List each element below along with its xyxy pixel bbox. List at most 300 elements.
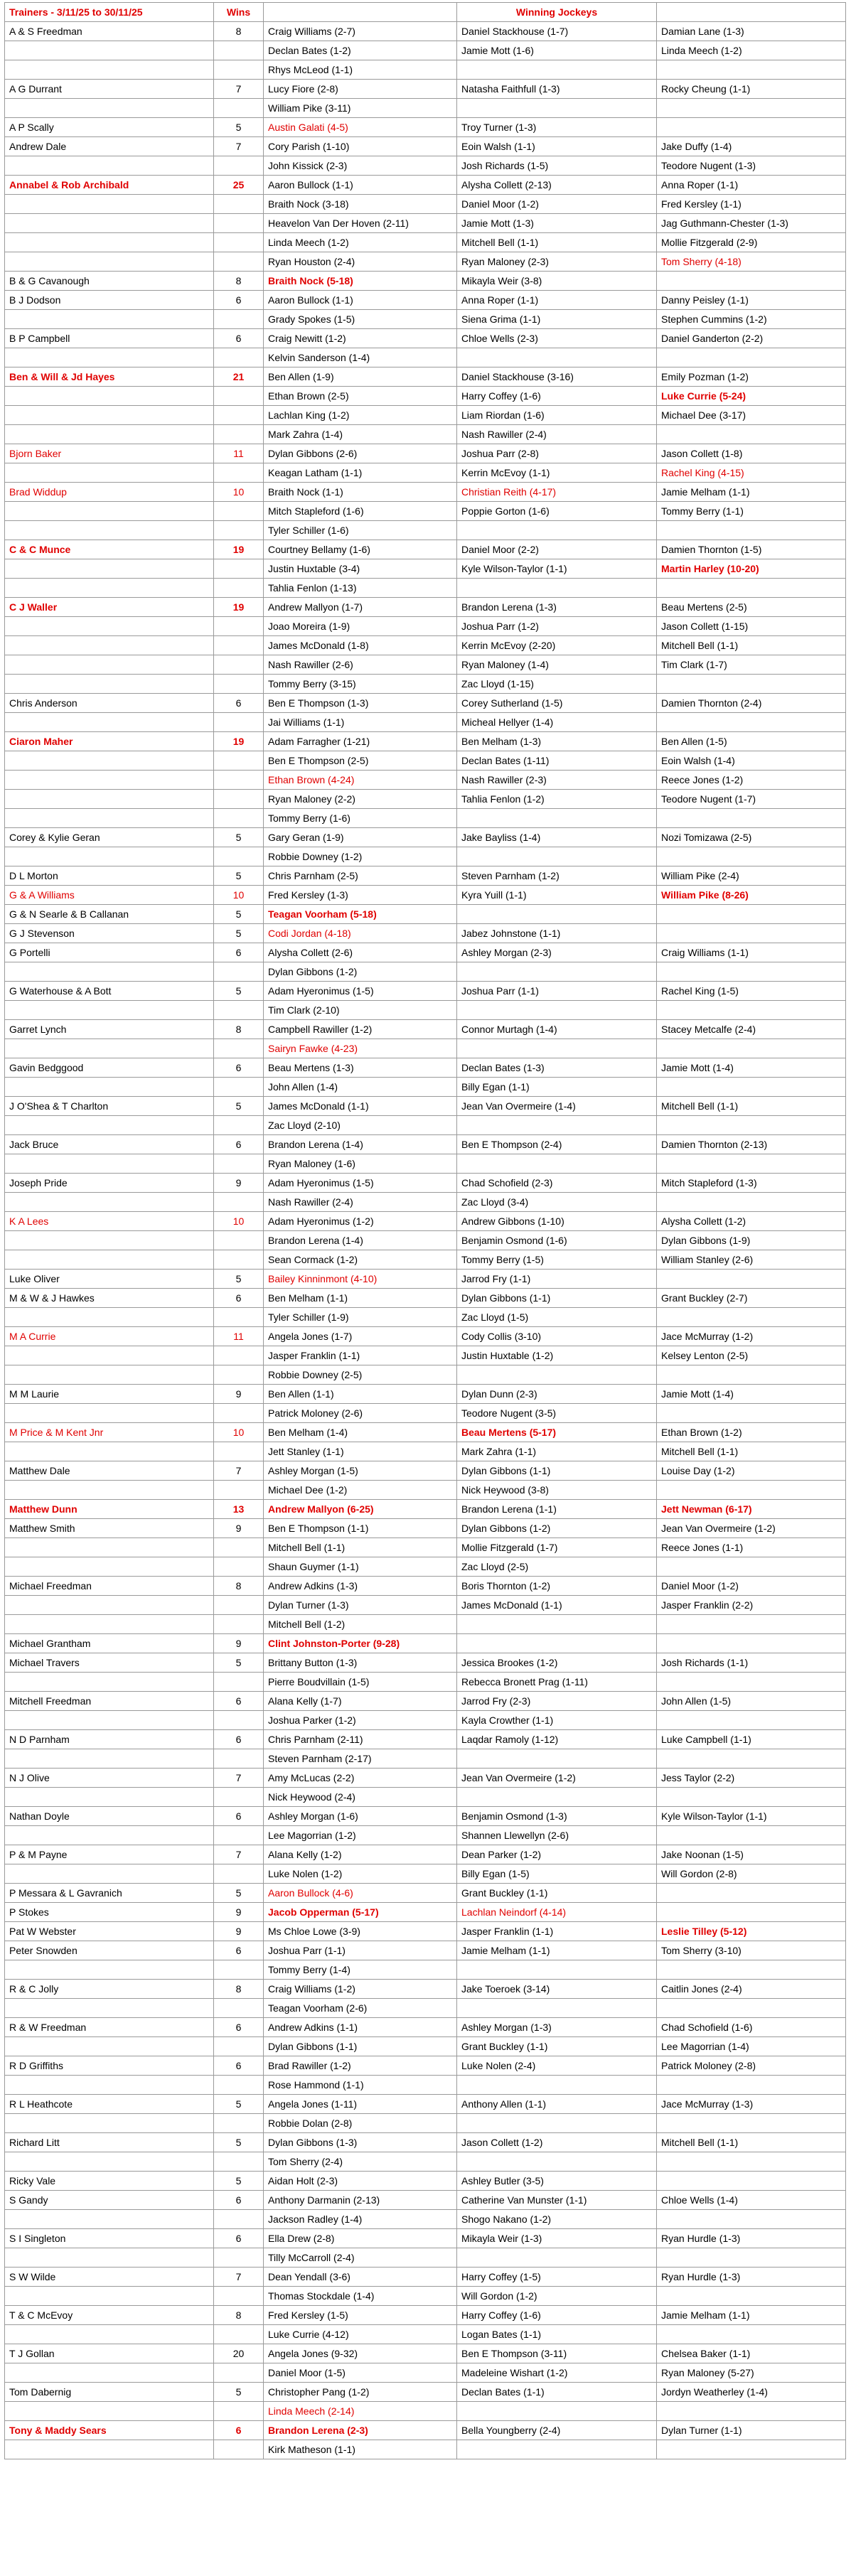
- wins-cell: [214, 99, 264, 118]
- trainer-cell: [5, 2210, 214, 2229]
- jockey-cell: Mitch Stapleford (1-6): [264, 502, 457, 521]
- jockey-cell: Ryan Hurdle (1-3): [657, 2229, 846, 2248]
- jockey-cell: Teagan Voorham (5-18): [264, 905, 457, 924]
- jockey-cell: Stephen Cummins (1-2): [657, 310, 846, 329]
- table-row: [5, 1807, 846, 1826]
- trainer-cell: [5, 2114, 214, 2133]
- trainer-cell: N D Parnham: [5, 1730, 214, 1749]
- wins-cell: [214, 214, 264, 233]
- jockey-cell: Dylan Gibbons (1-1): [457, 1289, 657, 1308]
- jockey-cell: Zac Lloyd (3-4): [457, 1193, 657, 1212]
- jockey-cell: Jacob Opperman (5-17): [264, 1903, 457, 1922]
- trainer-cell: P Stokes: [5, 1903, 214, 1922]
- jockey-cell: Jamie Mott (1-4): [657, 1058, 846, 1078]
- wins-cell: 6: [214, 943, 264, 962]
- table-row: [5, 675, 846, 694]
- table-row: [5, 1250, 846, 1270]
- trainer-cell: [5, 1116, 214, 1135]
- jockey-cell: Jean Van Overmeire (1-2): [657, 1519, 846, 1538]
- table-row: [5, 483, 846, 502]
- jockey-cell: Will Gordon (2-8): [657, 1864, 846, 1884]
- trainer-cell: Mitchell Freedman: [5, 1692, 214, 1711]
- table-row: [5, 1154, 846, 1174]
- jockey-cell: Benjamin Osmond (1-3): [457, 1807, 657, 1826]
- trainer-cell: [5, 1960, 214, 1980]
- jockey-cell: [657, 713, 846, 732]
- jockey-cell: Tyler Schiller (1-9): [264, 1308, 457, 1327]
- trainer-cell: [5, 1481, 214, 1500]
- table-row: [5, 1769, 846, 1788]
- jockey-cell: [457, 1001, 657, 1020]
- jockey-cell: Braith Nock (5-18): [264, 272, 457, 291]
- table-row: [5, 310, 846, 329]
- trainer-cell: C J Waller: [5, 598, 214, 617]
- jockey-cell: [457, 1749, 657, 1769]
- jockey-cell: James McDonald (1-1): [264, 1097, 457, 1116]
- jockey-cell: Josh Richards (1-5): [457, 156, 657, 176]
- jockey-cell: Jessica Brookes (1-2): [457, 1653, 657, 1673]
- table-row: [5, 1327, 846, 1346]
- trainer-cell: Garret Lynch: [5, 1020, 214, 1039]
- wins-cell: 7: [214, 80, 264, 99]
- table-row: [5, 2229, 846, 2248]
- wins-cell: [214, 1557, 264, 1577]
- jockey-cell: [657, 1711, 846, 1730]
- jockey-cell: [657, 809, 846, 828]
- jockey-cell: Declan Bates (1-3): [457, 1058, 657, 1078]
- jockey-cell: Reece Jones (1-2): [657, 771, 846, 790]
- trainer-cell: Andrew Dale: [5, 137, 214, 156]
- table-row: [5, 2114, 846, 2133]
- jockey-cell: Ben Melham (1-1): [264, 1289, 457, 1308]
- table-row: [5, 1960, 846, 1980]
- jockey-cell: [457, 1116, 657, 1135]
- jockey-cell: Jamie Melham (1-1): [657, 2306, 846, 2325]
- jockeys-header: Winning Jockeys: [457, 3, 657, 22]
- jockey-cell: Stacey Metcalfe (2-4): [657, 1020, 846, 1039]
- jockey-cell: Ben E Thompson (1-1): [264, 1519, 457, 1538]
- table-row: [5, 444, 846, 463]
- jockey-cell: Andrew Mallyon (6-25): [264, 1500, 457, 1519]
- trainer-cell: B J Dodson: [5, 291, 214, 310]
- wins-cell: 21: [214, 367, 264, 387]
- table-row: [5, 1039, 846, 1058]
- trainer-cell: [5, 1826, 214, 1845]
- jockey-cell: Jamie Mott (1-4): [657, 1385, 846, 1404]
- jockey-cell: Tom Sherry (2-4): [264, 2152, 457, 2172]
- jockey-cell: Christian Reith (4-17): [457, 483, 657, 502]
- jockey-cell: Clint Johnston-Porter (9-28): [264, 1634, 457, 1653]
- wins-cell: [214, 1365, 264, 1385]
- trainer-cell: [5, 99, 214, 118]
- jockey-cell: [657, 521, 846, 540]
- trainers-table: [4, 2, 846, 2459]
- table-row: [5, 80, 846, 99]
- trainer-cell: [5, 387, 214, 406]
- jockey-cell: Ryan Hurdle (1-3): [657, 2268, 846, 2287]
- table-row: [5, 1538, 846, 1557]
- jockey-cell: Justin Huxtable (1-2): [457, 1346, 657, 1365]
- trainer-cell: M Price & M Kent Jnr: [5, 1423, 214, 1442]
- wins-cell: [214, 425, 264, 444]
- trainer-cell: [5, 1365, 214, 1385]
- jockey-cell: Daniel Stackhouse (1-7): [457, 22, 657, 41]
- wins-cell: 6: [214, 1941, 264, 1960]
- jockey-cell: Joshua Parr (2-8): [457, 444, 657, 463]
- table-row: [5, 847, 846, 866]
- jockey-cell: Ben E Thompson (3-11): [457, 2344, 657, 2363]
- wins-cell: 6: [214, 694, 264, 713]
- trainer-cell: [5, 1788, 214, 1807]
- jockey-cell: Jason Collett (1-2): [457, 2133, 657, 2152]
- trainer-cell: [5, 655, 214, 675]
- trainer-cell: [5, 2076, 214, 2095]
- table-row: [5, 1615, 846, 1634]
- wins-cell: [214, 1404, 264, 1423]
- wins-cell: 6: [214, 2018, 264, 2037]
- jockey-cell: Codi Jordan (4-18): [264, 924, 457, 943]
- table-row: [5, 521, 846, 540]
- jockey-cell: Jean Van Overmeire (1-2): [457, 1769, 657, 1788]
- wins-cell: 6: [214, 2056, 264, 2076]
- trainer-cell: [5, 1078, 214, 1097]
- jockey-cell: Jasper Franklin (1-1): [457, 1922, 657, 1941]
- trainer-cell: [5, 1999, 214, 2018]
- jockey-cell: Harry Coffey (1-6): [457, 2306, 657, 2325]
- wins-cell: [214, 2248, 264, 2268]
- table-row: [5, 1404, 846, 1423]
- wins-cell: [214, 60, 264, 80]
- jockey-cell: Lachlan Neindorf (4-14): [457, 1903, 657, 1922]
- jockey-cell: [657, 2287, 846, 2306]
- jockey-cell: Michael Dee (1-2): [264, 1481, 457, 1500]
- jockey-cell: Jason Collett (1-15): [657, 617, 846, 636]
- jockey-cell: [657, 924, 846, 943]
- jockey-cell: Ashley Morgan (1-6): [264, 1807, 457, 1826]
- jockey-cell: Michael Dee (3-17): [657, 406, 846, 425]
- trainer-cell: [5, 675, 214, 694]
- jockey-cell: Sean Cormack (1-2): [264, 1250, 457, 1270]
- jockey-cell: [657, 905, 846, 924]
- wins-cell: [214, 1442, 264, 1461]
- wins-cell: 5: [214, 905, 264, 924]
- jockey-cell: Kerrin McEvoy (1-1): [457, 463, 657, 483]
- jockey-cell: Brandon Lerena (1-1): [457, 1500, 657, 1519]
- wins-cell: [214, 1346, 264, 1365]
- wins-cell: [214, 1538, 264, 1557]
- jockey-cell: Lee Magorrian (1-2): [264, 1826, 457, 1845]
- jockey-cell: Fred Kersley (1-3): [264, 886, 457, 905]
- table-row: [5, 2037, 846, 2056]
- wins-cell: [214, 1250, 264, 1270]
- table-row: [5, 1692, 846, 1711]
- jockey-cell: Chloe Wells (1-4): [657, 2191, 846, 2210]
- jockey-cell: Beau Mertens (2-5): [657, 598, 846, 617]
- jockey-cell: Mollie Fitzgerald (2-9): [657, 233, 846, 252]
- trainer-cell: [5, 1001, 214, 1020]
- jockey-cell: [657, 2402, 846, 2421]
- jockey-cell: Jarrod Fry (2-3): [457, 1692, 657, 1711]
- jockey-cell: Mark Zahra (1-1): [457, 1442, 657, 1461]
- table-row: [5, 425, 846, 444]
- trainer-cell: R & W Freedman: [5, 2018, 214, 2037]
- trainer-cell: [5, 2152, 214, 2172]
- jockey-cell: James McDonald (1-8): [264, 636, 457, 655]
- trainer-cell: Matthew Smith: [5, 1519, 214, 1538]
- jockey-cell: [457, 521, 657, 540]
- table-row: [5, 291, 846, 310]
- jockey-cell: Ethan Brown (1-2): [657, 1423, 846, 1442]
- wins-cell: 10: [214, 483, 264, 502]
- jockey-cell: Daniel Moor (2-2): [457, 540, 657, 559]
- table-row: [5, 233, 846, 252]
- jockey-cell: [457, 809, 657, 828]
- jockey-cell: Declan Bates (1-1): [457, 2383, 657, 2402]
- trainer-cell: Matthew Dunn: [5, 1500, 214, 1519]
- trainer-cell: J O'Shea & T Charlton: [5, 1097, 214, 1116]
- trainer-cell: Matthew Dale: [5, 1461, 214, 1481]
- trainer-cell: [5, 751, 214, 771]
- jockey-cell: [657, 2440, 846, 2459]
- jockey-cell: [657, 1999, 846, 2018]
- table-row: [5, 2421, 846, 2440]
- wins-cell: 6: [214, 1692, 264, 1711]
- jockey-cell: [657, 1116, 846, 1135]
- table-row: [5, 272, 846, 291]
- table-body: [5, 22, 846, 2459]
- table-row: [5, 2152, 846, 2172]
- trainer-cell: [5, 1864, 214, 1884]
- table-row: [5, 636, 846, 655]
- trainer-cell: [5, 847, 214, 866]
- jockey-cell: Ryan Maloney (2-2): [264, 790, 457, 809]
- wins-cell: 10: [214, 886, 264, 905]
- trainer-cell: Luke Oliver: [5, 1270, 214, 1289]
- wins-cell: [214, 713, 264, 732]
- jockey-cell: Teodore Nugent (1-7): [657, 790, 846, 809]
- jockey-cell: Nick Heywood (2-4): [264, 1788, 457, 1807]
- jockey-cell: [657, 1634, 846, 1653]
- wins-cell: [214, 847, 264, 866]
- jockey-cell: Dean Yendall (3-6): [264, 2268, 457, 2287]
- wins-cell: [214, 1864, 264, 1884]
- wins-cell: 11: [214, 1327, 264, 1346]
- table-row: [5, 329, 846, 348]
- trainer-cell: [5, 406, 214, 425]
- jockey-cell: [457, 1615, 657, 1634]
- wins-cell: 19: [214, 598, 264, 617]
- wins-cell: 11: [214, 444, 264, 463]
- jockey-cell: Adam Hyeronimus (1-2): [264, 1212, 457, 1231]
- jockey-cell: Corey Sutherland (1-5): [457, 694, 657, 713]
- table-row: [5, 579, 846, 598]
- wins-cell: [214, 962, 264, 982]
- table-row: [5, 41, 846, 60]
- jockey-cell: Zac Lloyd (1-5): [457, 1308, 657, 1327]
- wins-cell: 5: [214, 2095, 264, 2114]
- jockey-cell: Ben Allen (1-5): [657, 732, 846, 751]
- jockey-cell: [657, 272, 846, 291]
- jockey-cell: Daniel Moor (1-2): [657, 1577, 846, 1596]
- jockey-cell: Teodore Nugent (1-3): [657, 156, 846, 176]
- trainer-cell: [5, 1250, 214, 1270]
- trainer-cell: [5, 1346, 214, 1365]
- jockey-cell: Mitchell Bell (1-1): [264, 1538, 457, 1557]
- wins-cell: 19: [214, 732, 264, 751]
- jockey-cell: Jag Guthmann-Chester (1-3): [657, 214, 846, 233]
- jockey-cell: [457, 2114, 657, 2133]
- jockey-cell: Chad Schofield (2-3): [457, 1174, 657, 1193]
- jockey-cell: Linda Meech (1-2): [264, 233, 457, 252]
- table-row: [5, 2018, 846, 2037]
- jockey-cell: William Stanley (2-6): [657, 1250, 846, 1270]
- trainer-cell: [5, 2037, 214, 2056]
- trainer-cell: Gavin Bedggood: [5, 1058, 214, 1078]
- jockey-cell: Ethan Brown (4-24): [264, 771, 457, 790]
- jockey-cell: Craig Williams (2-7): [264, 22, 457, 41]
- table-row: [5, 1135, 846, 1154]
- jockey-cell: Jackson Radley (1-4): [264, 2210, 457, 2229]
- wins-cell: 5: [214, 924, 264, 943]
- jockey-cell: Grant Buckley (1-1): [457, 2037, 657, 2056]
- trainer-cell: P & M Payne: [5, 1845, 214, 1864]
- trainer-cell: Michael Travers: [5, 1653, 214, 1673]
- wins-cell: [214, 195, 264, 214]
- jockey-cell: Shaun Guymer (1-1): [264, 1557, 457, 1577]
- jockey-cell: Josh Richards (1-1): [657, 1653, 846, 1673]
- wins-cell: [214, 1154, 264, 1174]
- table-row: [5, 598, 846, 617]
- wins-cell: [214, 2037, 264, 2056]
- trainer-cell: [5, 1193, 214, 1212]
- trainer-cell: S Gandy: [5, 2191, 214, 2210]
- jockey-cell: Ben Melham (1-4): [264, 1423, 457, 1442]
- wins-cell: 10: [214, 1423, 264, 1442]
- wins-cell: [214, 2325, 264, 2344]
- trainer-cell: S I Singleton: [5, 2229, 214, 2248]
- trainer-cell: T J Gollan: [5, 2344, 214, 2363]
- jockey-cell: Joshua Parr (1-1): [457, 982, 657, 1001]
- jockey-cell: [457, 60, 657, 80]
- jockey-cell: Kayla Crowther (1-1): [457, 1711, 657, 1730]
- jockey-cell: Brandon Lerena (1-4): [264, 1231, 457, 1250]
- jockey-cell: [657, 1404, 846, 1423]
- jockey-cell: Keagan Latham (1-1): [264, 463, 457, 483]
- jockey-cell: Jabez Johnstone (1-1): [457, 924, 657, 943]
- jockey-cell: Reece Jones (1-1): [657, 1538, 846, 1557]
- jockey-cell: Patrick Moloney (2-6): [264, 1404, 457, 1423]
- table-row: [5, 2306, 846, 2325]
- trainer-cell: [5, 252, 214, 272]
- trainer-cell: [5, 195, 214, 214]
- jockey-cell: Nick Heywood (3-8): [457, 1481, 657, 1500]
- jockey-cell: [457, 2440, 657, 2459]
- wins-cell: 8: [214, 2306, 264, 2325]
- wins-cell: [214, 559, 264, 579]
- jockey-cell: Lachlan King (1-2): [264, 406, 457, 425]
- wins-cell: [214, 310, 264, 329]
- jockey-cell: Caitlin Jones (2-4): [657, 1980, 846, 1999]
- wins-cell: 5: [214, 2383, 264, 2402]
- trainer-cell: [5, 2363, 214, 2383]
- jockey-cell: Tyler Schiller (1-6): [264, 521, 457, 540]
- wins-cell: 9: [214, 1174, 264, 1193]
- jockey-cell: Tilly McCarroll (2-4): [264, 2248, 457, 2268]
- table-row: [5, 2056, 846, 2076]
- jockey-cell: Ryan Maloney (5-27): [657, 2363, 846, 2383]
- table-row: [5, 99, 846, 118]
- wins-cell: 5: [214, 2133, 264, 2152]
- wins-cell: [214, 1231, 264, 1250]
- table-row: [5, 962, 846, 982]
- trainer-cell: [5, 790, 214, 809]
- jockey-cell: Brad Rawiller (1-2): [264, 2056, 457, 2076]
- jockey-cell: Kirk Matheson (1-1): [264, 2440, 457, 2459]
- jockey-cell: Grant Buckley (2-7): [657, 1289, 846, 1308]
- jockey-cell: Craig Williams (1-2): [264, 1980, 457, 1999]
- jockey-cell: Brittany Button (1-3): [264, 1653, 457, 1673]
- jockey-cell: Chad Schofield (1-6): [657, 2018, 846, 2037]
- trainer-cell: [5, 463, 214, 483]
- wins-cell: [214, 771, 264, 790]
- wins-cell: [214, 579, 264, 598]
- jockey-cell: Sairyn Fawke (4-23): [264, 1039, 457, 1058]
- table-row: [5, 1941, 846, 1960]
- table-row: [5, 1097, 846, 1116]
- wins-cell: 8: [214, 22, 264, 41]
- wins-cell: 10: [214, 1212, 264, 1231]
- jockey-cell: Dylan Turner (1-1): [657, 2421, 846, 2440]
- jockey-cell: [657, 1193, 846, 1212]
- trainer-cell: [5, 579, 214, 598]
- jockey-cell: Steven Parnham (1-2): [457, 866, 657, 886]
- jockey-cell: Dylan Gibbons (1-2): [457, 1519, 657, 1538]
- jockey-cell: Chris Parnham (2-5): [264, 866, 457, 886]
- jockey-cell: Jace McMurray (1-3): [657, 2095, 846, 2114]
- jockey-cell: Nash Rawiller (2-4): [264, 1193, 457, 1212]
- table-row: [5, 828, 846, 847]
- jockey-cell: Mitchell Bell (1-1): [657, 2133, 846, 2152]
- table-row: [5, 1500, 846, 1519]
- table-row: [5, 1423, 846, 1442]
- jockey-cell: Anna Roper (1-1): [457, 291, 657, 310]
- jockey-cell: Laqdar Ramoly (1-12): [457, 1730, 657, 1749]
- jockey-cell: Rebecca Bronett Prag (1-11): [457, 1673, 657, 1692]
- jockey-cell: Madeleine Wishart (1-2): [457, 2363, 657, 2383]
- wins-cell: 25: [214, 176, 264, 195]
- trainer-cell: Pat W Webster: [5, 1922, 214, 1941]
- wins-cell: [214, 655, 264, 675]
- wins-cell: 7: [214, 1769, 264, 1788]
- table-row: [5, 1020, 846, 1039]
- jockey-cell: Logan Bates (1-1): [457, 2325, 657, 2344]
- jockey-cell: Luke Nolen (1-2): [264, 1864, 457, 1884]
- trainer-cell: [5, 2325, 214, 2344]
- jockey-cell: Nash Rawiller (2-6): [264, 655, 457, 675]
- jockey-cell: Eoin Walsh (1-1): [457, 137, 657, 156]
- jockey-cell: Rocky Cheung (1-1): [657, 80, 846, 99]
- jockey-cell: [457, 2076, 657, 2095]
- wins-cell: [214, 751, 264, 771]
- jockey-cell: Ben Allen (1-9): [264, 367, 457, 387]
- jockey-cell: Ashley Butler (3-5): [457, 2172, 657, 2191]
- trainer-cell: Richard Litt: [5, 2133, 214, 2152]
- jockey-cell: Aidan Holt (2-3): [264, 2172, 457, 2191]
- table-row: [5, 1730, 846, 1749]
- jockey-cell: Zac Lloyd (2-10): [264, 1116, 457, 1135]
- jockey-cell: Fred Kersley (1-5): [264, 2306, 457, 2325]
- table-row: [5, 2287, 846, 2306]
